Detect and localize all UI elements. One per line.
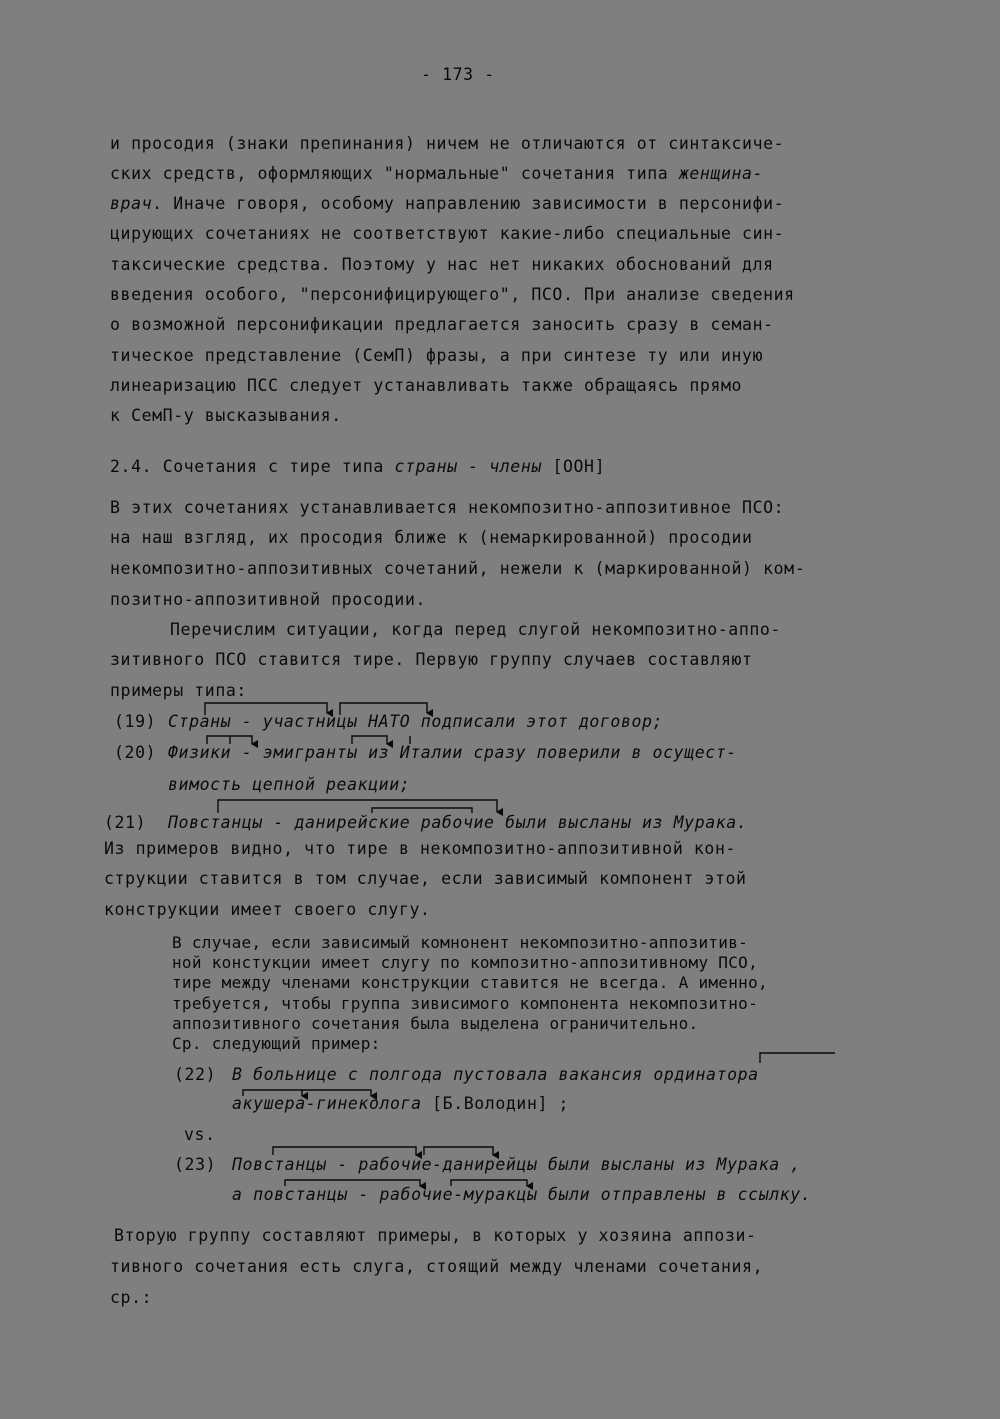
example-number: (23): [174, 1155, 217, 1174]
text-line: аппозитивного сочетания была выделена ограничительно.: [172, 1014, 699, 1033]
section-title: Сочетания с тире типа: [162, 457, 395, 476]
text-line: ной констукции имеет слугу по композитно-аппозитивному ПСО,: [172, 953, 759, 972]
text-line: зитивного ПСО ставится тире. Первую группу случаев составляют: [110, 650, 753, 669]
text-line: тическое представление (СемП) фразы, а при синтезе ту или иную: [110, 346, 764, 365]
section-title-suffix: [ООН]: [541, 457, 606, 476]
italic-term: женщина-: [678, 164, 764, 183]
example-text: вимость цепной реакции;: [168, 775, 411, 794]
italic-term: врач: [110, 194, 153, 213]
text-line: тире между членами конструкции ставится не всегда. А именно,: [172, 973, 768, 992]
text-line: тивного сочетания есть слуга, стоящий между членами сочетания,: [110, 1257, 764, 1276]
text-line: Перечислим ситуации, когда перед слугой некомпозитно-аппо-: [170, 620, 781, 639]
example-number: (19): [114, 712, 157, 731]
section-title-example: страны - члены: [394, 457, 542, 476]
text-line: и просодия (знаки препинания) ничем не отличаются от синтаксиче-: [110, 134, 785, 153]
text-line: цирующих сочетаниях не соответствуют какие-либо специальные син-: [110, 224, 785, 243]
example-number: (20): [114, 743, 157, 762]
example-text: Повстанцы - данирейские рабочие были высланы из Мурака.: [168, 813, 748, 832]
text-line: линеаризацию ПСС следует устанавливать также обращаясь прямо: [110, 376, 743, 395]
example-text: Страны - участницы НАТО подписали этот договор;: [168, 712, 664, 731]
page-number: - 173 -: [421, 65, 495, 84]
text-line: ср.:: [110, 1288, 153, 1307]
example-italic: акушера-гинеколога: [232, 1094, 422, 1113]
example-number: (22): [174, 1065, 217, 1084]
text-line: на наш взгляд, их просодия ближе к (немаркированной) просодии: [110, 528, 753, 547]
text-line: конструкции имеет своего слугу.: [104, 900, 431, 919]
arc-22a: [760, 1053, 835, 1063]
section-heading: [110, 452, 605, 482]
text-line: Вторую группу составляют примеры, в которых у хозяина аппози-: [114, 1226, 757, 1245]
text-line: некомпозитно-аппозитивных сочетаний, нежели к (маркированной) ком-: [110, 559, 806, 578]
text-line: позитно-аппозитивной просодии.: [110, 590, 427, 609]
example-text: Физики - эмигранты из Италии сразу поверили в осущест-: [168, 743, 737, 762]
text-line: [110, 159, 763, 189]
text-line: таксические средства. Поэтому у нас нет никаких обоснований для: [110, 255, 774, 274]
text-line: В случае, если зависимый комнонент некомпозитно-аппозитив-: [172, 933, 749, 952]
text-line: к СемП-у высказывания.: [110, 406, 342, 425]
text-line: Из примеров видно, что тире в некомпозитно-аппозитивной кон-: [104, 839, 737, 858]
text-line: струкции ставится в том случае, если зависимый компонент этой: [104, 869, 747, 888]
text-span: ских средств, оформляющих "нормальные" сочетания типа: [110, 164, 679, 183]
example-text: а повстанцы - рабочие-муракцы были отправлены в ссылку.: [232, 1185, 812, 1204]
example-number: (21): [104, 813, 147, 832]
text-line: введения особого, "персонифицирующего", ПСО. При анализе сведения: [110, 285, 795, 304]
text-line: В этих сочетаниях устанавливается некомпозитно-аппозитивное ПСО:: [110, 498, 785, 517]
example-source: [Б.Володин] ;: [421, 1094, 570, 1113]
section-number: 2.4.: [110, 457, 153, 476]
text-line: о возможной персонификации предлагается заносить сразу в семан-: [110, 315, 774, 334]
example-text: Повстанцы - рабочие-данирейцы были высланы из Мурака ,: [232, 1155, 801, 1174]
text-line: примеры типа:: [110, 681, 247, 700]
text-line: [110, 189, 784, 219]
example-text: В больнице с полгода пустовала вакансия ординатора: [232, 1065, 759, 1084]
example-text: [232, 1089, 569, 1119]
text-span: . Иначе говоря, особому направлению зависимости в персонифи-: [152, 194, 785, 213]
text-line: требуется, чтобы группа зивисимого компонента некомпозитно-: [172, 994, 759, 1013]
versus-label: vs.: [184, 1125, 216, 1144]
text-line: Ср. следующий пример:: [172, 1034, 381, 1053]
